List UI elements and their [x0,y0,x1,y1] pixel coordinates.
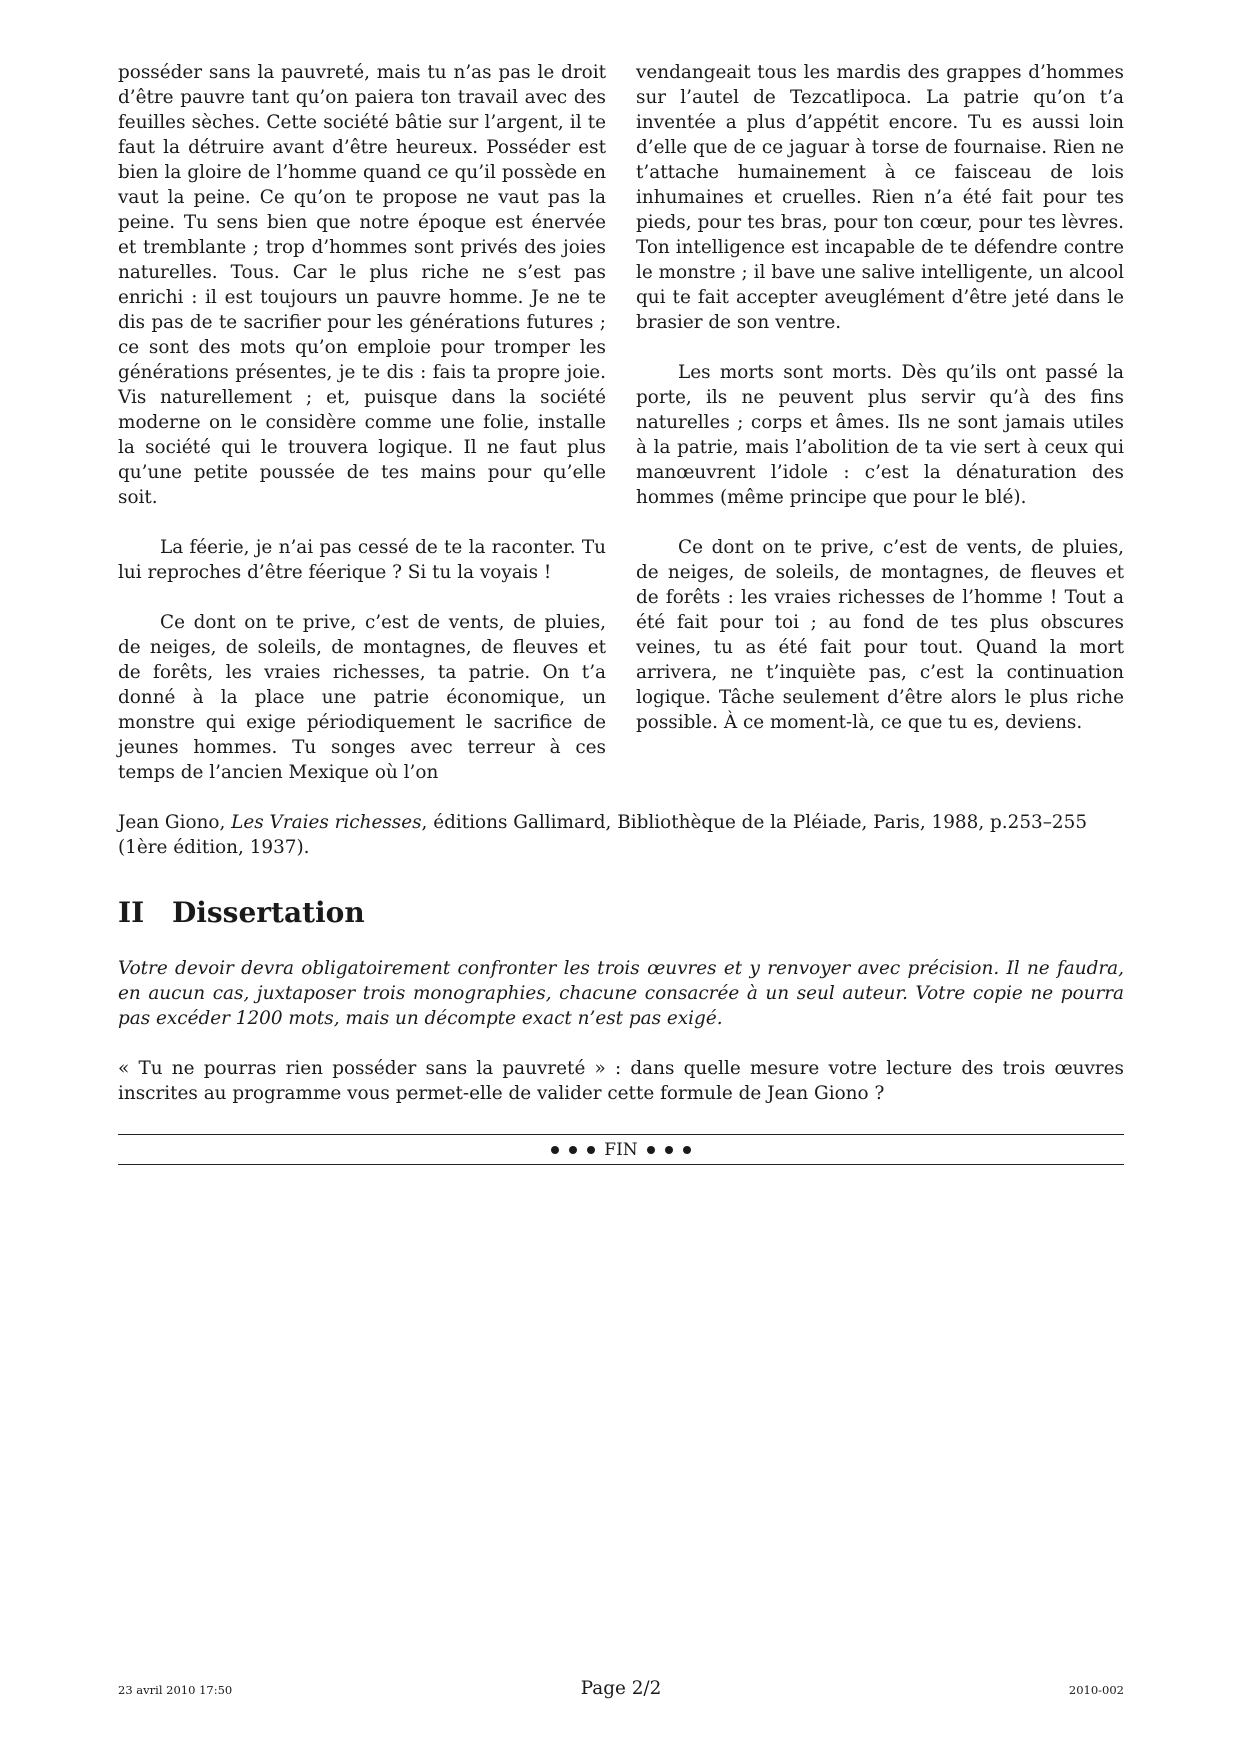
right-paragraph-3: Ce dont on te prive, c’est de vents, de pluies, de neiges, de soleils, de montagnes, de fleuves et de forêts : les vraies richesses de l’homme ! Tout a été fait pour toi ; au fond de tes plus obscures veines, tu as été fait pour tout. Quand la mort arrivera, ne t’inquiète pas, c’est la continuation logique. Tâche seulement d’être alors le plus riche possible. À ce moment-là, ce que tu es, deviens. [636,537,1124,733]
dissertation-subject: « Tu ne pourras rien posséder sans la pauvreté » : dans quelle mesure votre lecture des trois œuvres inscrites au programme vous permet-elle de valider cette formule de Jean Giono ? [118,1058,1124,1104]
left-column [118,60,606,785]
section-number: II [118,896,145,929]
citation-details: , éditions Gallimard, Bibliothèque de la Pléiade, Paris, 1988, p.253–255 (1ère édition, 1937). [118,812,1088,858]
dissertation-instructions: Votre devoir devra obligatoirement confronter les trois œuvres et y renvoyer avec précision. Il ne faudra, en aucun cas, juxtaposer trois monographies, chacune consacrée à un seul auteur. Votre copie ne pourra pas excéder 1200 mots, mais un décompte exact n’est pas exigé. [118,958,1124,1029]
bullet-icon [647,1146,655,1154]
section-title: Dissertation [172,896,365,929]
right-paragraph-2: Les morts sont morts. Dès qu’ils ont passé la porte, ils ne peuvent plus servir qu’à des fins naturelles ; corps et âmes. Ils ne sont jamais utiles à la patrie, mais l’abolition de ta vie sert à ceux qui manœuvrent l’idole : c’est la dénaturation des hommes (même principe que pour le blé). [636,362,1124,508]
source-citation [118,810,1124,860]
citation-title: Les Vraies richesses [231,812,422,833]
section-heading [118,896,1124,930]
document-page [118,60,1124,1165]
footer-code: 2010-002 [1068,1683,1124,1697]
footer-date: 23 avril 2010 17:50 [118,1683,233,1697]
right-paragraph-1: vendangeait tous les mardis des grappes d’hommes sur l’autel de Tezcatlipoca. La patrie qu’on t’a inventée a plus d’appétit encore. Tu es aussi loin d’elle que de ce jaguar à torse de fournaise. Rien ne t’attache humainement à ce faisceau de lois inhumaines et cruelles. Rien n’a été fait pour tes pieds, pour tes bras, pour ton cœur, pour tes lèvres. Ton intelligence est incapable de te défendre contre le monstre ; il bave une salive intelligente, un alcool qui te fait accepter aveuglément d’être jeté dans le brasier de son ventre. [636,62,1124,333]
left-paragraph-2: La féerie, je n’ai pas cessé de te la raconter. Tu lui reproches d’être féerique ? Si tu la voyais ! [118,537,606,583]
bullet-icon [665,1146,673,1154]
page-footer [118,1678,1124,1702]
end-label: FIN [604,1139,638,1160]
bullet-icon [569,1146,577,1154]
end-marker [118,1134,1124,1165]
page-number: Page 2/2 [580,1678,662,1699]
right-column [636,60,1124,785]
text-columns [118,60,1124,785]
left-paragraph-3: Ce dont on te prive, c’est de vents, de pluies, de neiges, de soleils, de montagnes, de fleuves et de forêts, les vraies richesses, ta patrie. On t’a donné à la place une patrie économique, un monstre qui exige périodiquement le sacrifice de jeunes hommes. Tu songes avec terreur à ces temps de l’ancien Mexique où l’on [118,612,606,783]
bullet-icon [551,1146,559,1154]
bullet-icon [683,1146,691,1154]
left-paragraph-1: posséder sans la pauvreté, mais tu n’as pas le droit d’être pauvre tant qu’on paiera ton travail avec des feuilles sèches. Cette société bâtie sur l’argent, il te faut la détruire avant d’être heureux. Posséder est bien la gloire de l’homme quand ce qu’il possède en vaut la peine. Ce qu’on te propose ne vaut pas la peine. Tu sens bien que notre époque est énervée et tremblante ; trop d’hommes sont privés des joies naturelles. Tous. Car le plus riche ne s’est pas enrichi : il est toujours un pauvre homme. Je ne te dis pas de te sacrifier pour les générations futures ; ce sont des mots qu’on emploie pour tromper les générations présentes, je te dis : fais ta propre joie. Vis naturellement ; et, puisque dans la société moderne on le considère comme une folie, installe la société qui le trouvera logique. Il ne faut plus qu’une petite poussée de tes mains pour qu’elle soit. [118,62,606,508]
bullet-icon [587,1146,595,1154]
citation-author: Jean Giono, [118,812,232,833]
